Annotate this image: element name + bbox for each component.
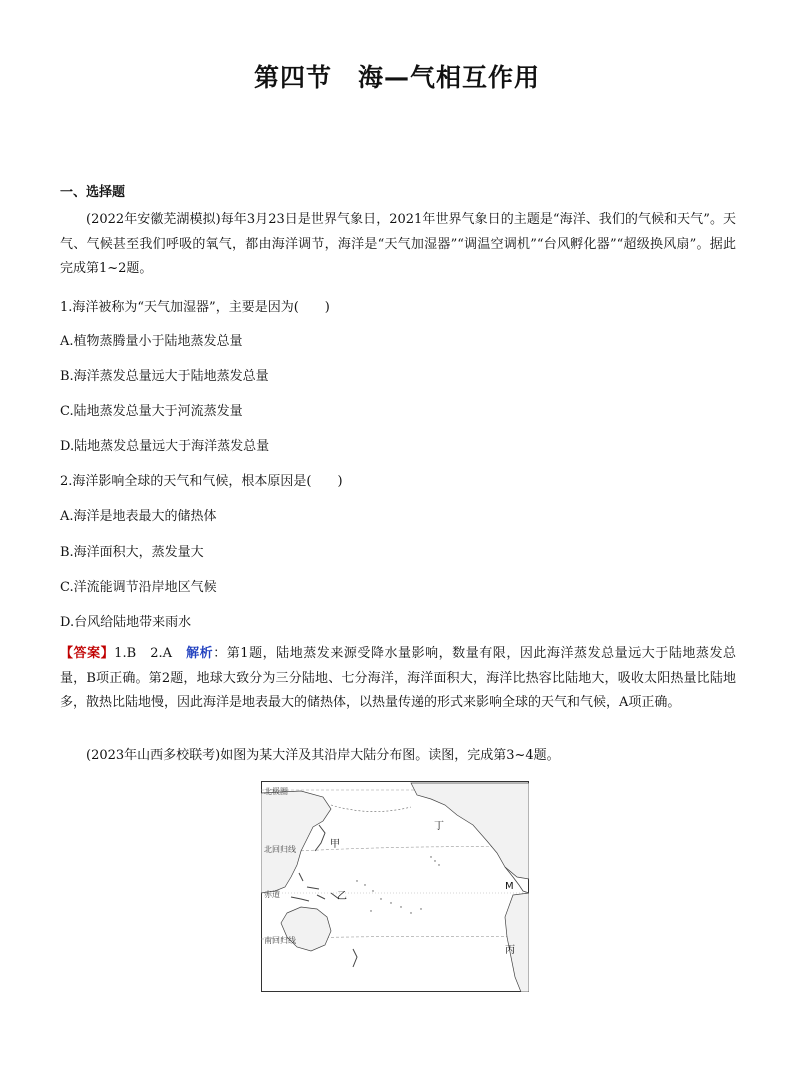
question-2-option-c: C.洋流能调节沿岸地区气候 <box>60 580 217 595</box>
intro-paragraph-2: (2023年山西多校联考)如图为某大洋及其沿岸大陆分布图。读图，完成第3~4题。 <box>86 748 560 763</box>
label-ding: 丁 <box>434 821 444 832</box>
page-title: 第四节 海—气相互作用 <box>253 63 540 92</box>
question-1-option-c: C.陆地蒸发总量大于河流蒸发量 <box>60 404 243 419</box>
ocean-map <box>261 781 529 992</box>
label-yi: 乙 <box>337 891 347 902</box>
answer-tag: 【答案】 <box>60 646 115 661</box>
intro-paragraph-1: (2022年安徽芜湖模拟)每年3月23日是世界气象日，2021年世界气象日的主题是“海洋、我们的气候和天气”。天气、气候甚至我们呼吸的氧气，都由海洋调节，海洋是“天气加湿器”“调温空调机”“台风孵化器”“超级换风扇”。据此完成第1~2题。 <box>60 212 736 276</box>
question-1-option-a: A.植物蒸腾量小于陆地蒸发总量 <box>60 334 243 349</box>
label-arctic-circle: 北极圈 <box>264 787 288 796</box>
answer-values: 1.B 2.A <box>114 646 187 661</box>
question-2-option-d: D.台风给陆地带来雨水 <box>60 615 192 630</box>
section-heading: 一、选择题 <box>60 185 126 200</box>
question-1-option-b: B.海洋蒸发总量远大于陆地蒸发总量 <box>60 369 269 384</box>
question-1-stem: 1.海洋被称为“天气加湿器”，主要是因为( ) <box>60 300 330 315</box>
explanation-text: ：第1题，陆地蒸发来源受降水量影响，数量有限，因此海洋蒸发总量远大于陆地蒸发总量，B项正确。第2题，地球大致分为三分陆地、七分海洋，海洋面积大，海洋比热容比陆地大，吸收太阳热量比陆地多，散热比陆地慢，因此海洋是地表最大的储热体，以热量传递的形式来影响全球的天气和气候，A项正确。 <box>60 646 736 710</box>
label-bing: 丙 <box>505 945 515 956</box>
question-2-stem: 2.海洋影响全球的天气和气候，根本原因是( ) <box>60 474 343 489</box>
question-2-option-a: A.海洋是地表最大的储热体 <box>60 509 217 524</box>
label-tropic-of-cancer: 北回归线 <box>264 845 296 854</box>
label-tropic-of-capricorn: 南回归线 <box>264 936 296 945</box>
answer-block <box>60 642 736 716</box>
label-m: M <box>505 881 514 892</box>
explanation-tag: 解析 <box>186 646 214 661</box>
question-1-option-d: D.陆地蒸发总量远大于海洋蒸发总量 <box>60 439 270 454</box>
label-equator: 赤道 <box>264 890 280 899</box>
question-2-option-b: B.海洋面积大，蒸发量大 <box>60 545 204 560</box>
label-jia: 甲 <box>330 839 340 850</box>
